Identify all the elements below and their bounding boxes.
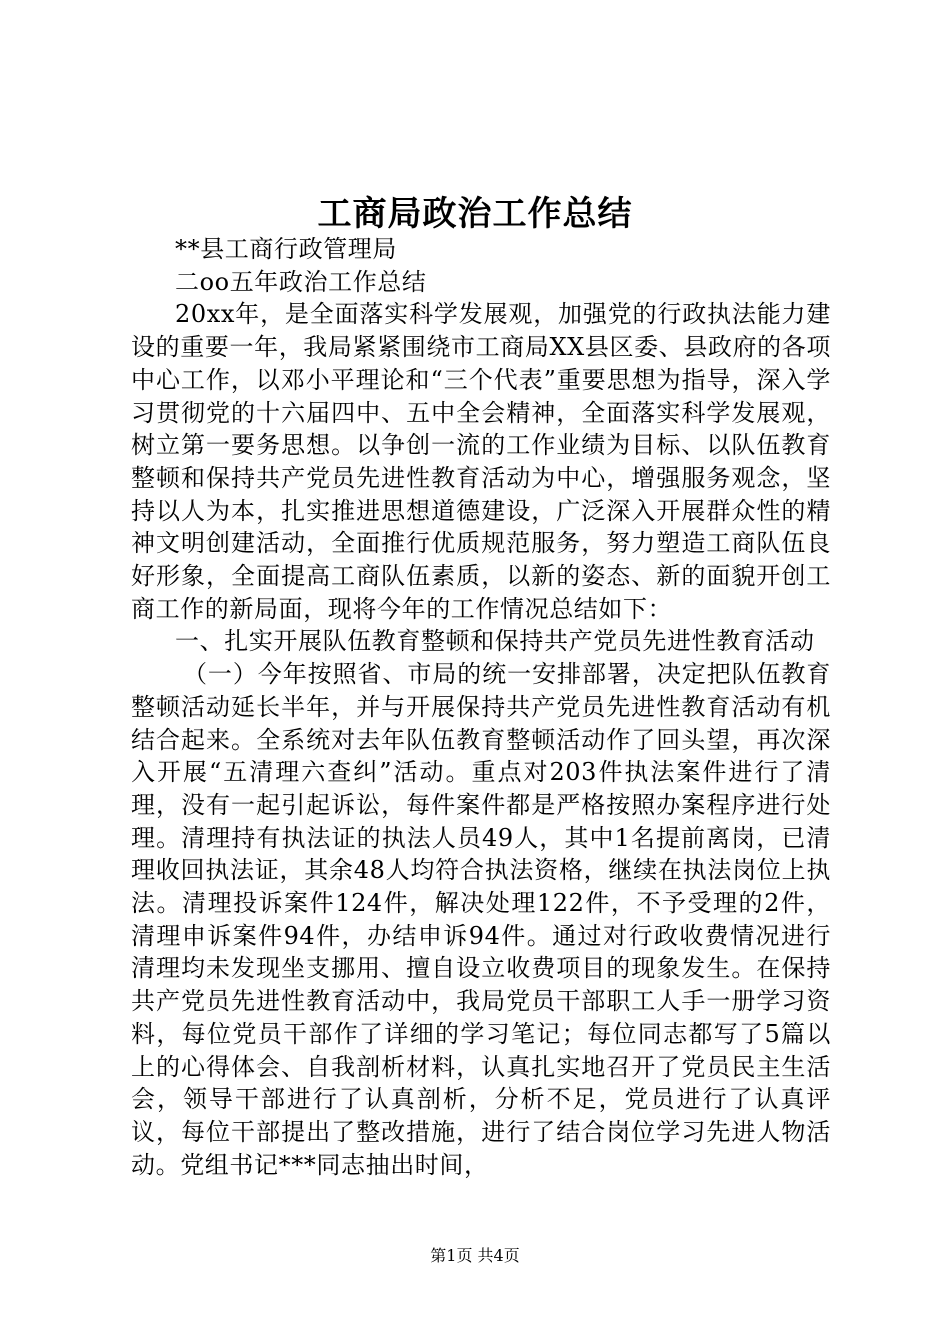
org-line: **县工商行政管理局 — [175, 235, 397, 263]
page-footer: 第1页 共4页 — [430, 1246, 520, 1265]
section-heading: 一、扎实开展队伍教育整顿和保持共产党员先进性教育活动 — [175, 627, 815, 656]
document-title: 工商局政治工作总结 — [317, 194, 633, 234]
section-paragraph: （一）今年按照省、市局的统一安排部署，决定把队伍教育整顿活动延长半年，并与开展保持共产党员先进性教育活动有机结合起来。全系统对去年队伍教育整顿活动作了回头望，再次深入开展“五清理六查纠”活动。重点对203件执法案件进行了清理，没有一起引起诉讼，每件案件都是严格按照办案程序进行处理。清理持有执法证的执法人员49人，其中1名提前离岗，已清理收回执法证，其余48人均符合执法资格，继续在执法岗位上执法。清理投诉案件124件，解决处理122件，不予受理的2件，清理申诉案件94件，办结申诉94件。通过对行政收费情况进行清理均未发现坐支挪用、擅自设立收费项目的现象发生。在保持共产党员先进性教育活动中，我局党员干部职工人手一册学习资料，每位党员干部作了详细的学习笔记；每位同志都写了5篇以上的心得体会、自我剖析材料，认真扎实地召开了党员民主生活会，领导干部进行了认真剖析，分析不足，党员进行了认真评议，每位干部提出了整改措施，进行了结合岗位学习先进人物活动。党组书记***同志抽出时间， — [131, 660, 831, 1179]
intro-paragraph: 20xx年，是全面落实科学发展观，加强党的行政执法能力建设的重要一年，我局紧紧围绕市工商局XX县区委、县政府的各项中心工作，以邓小平理论和“三个代表”重要思想为指导，深入学习贯彻党的十六届四中、五中全会精神，全面落实科学发展观，树立第一要务思想。以争创一流的工作业绩为目标、以队伍教育整顿和保持共产党员先进性教育活动为中心，增强服务观念，坚持以人为本，扎实推进思想道德建设，广泛深入开展群众性的精神文明创建活动，全面推行优质规范服务，努力塑造工商队伍良好形象，全面提高工商队伍素质，以新的姿态、新的面貌开创工商工作的新局面，现将今年的工作情况总结如下： — [131, 300, 831, 623]
document-body — [131, 233, 831, 1181]
subtitle-line: 二oo五年政治工作总结 — [175, 267, 427, 296]
